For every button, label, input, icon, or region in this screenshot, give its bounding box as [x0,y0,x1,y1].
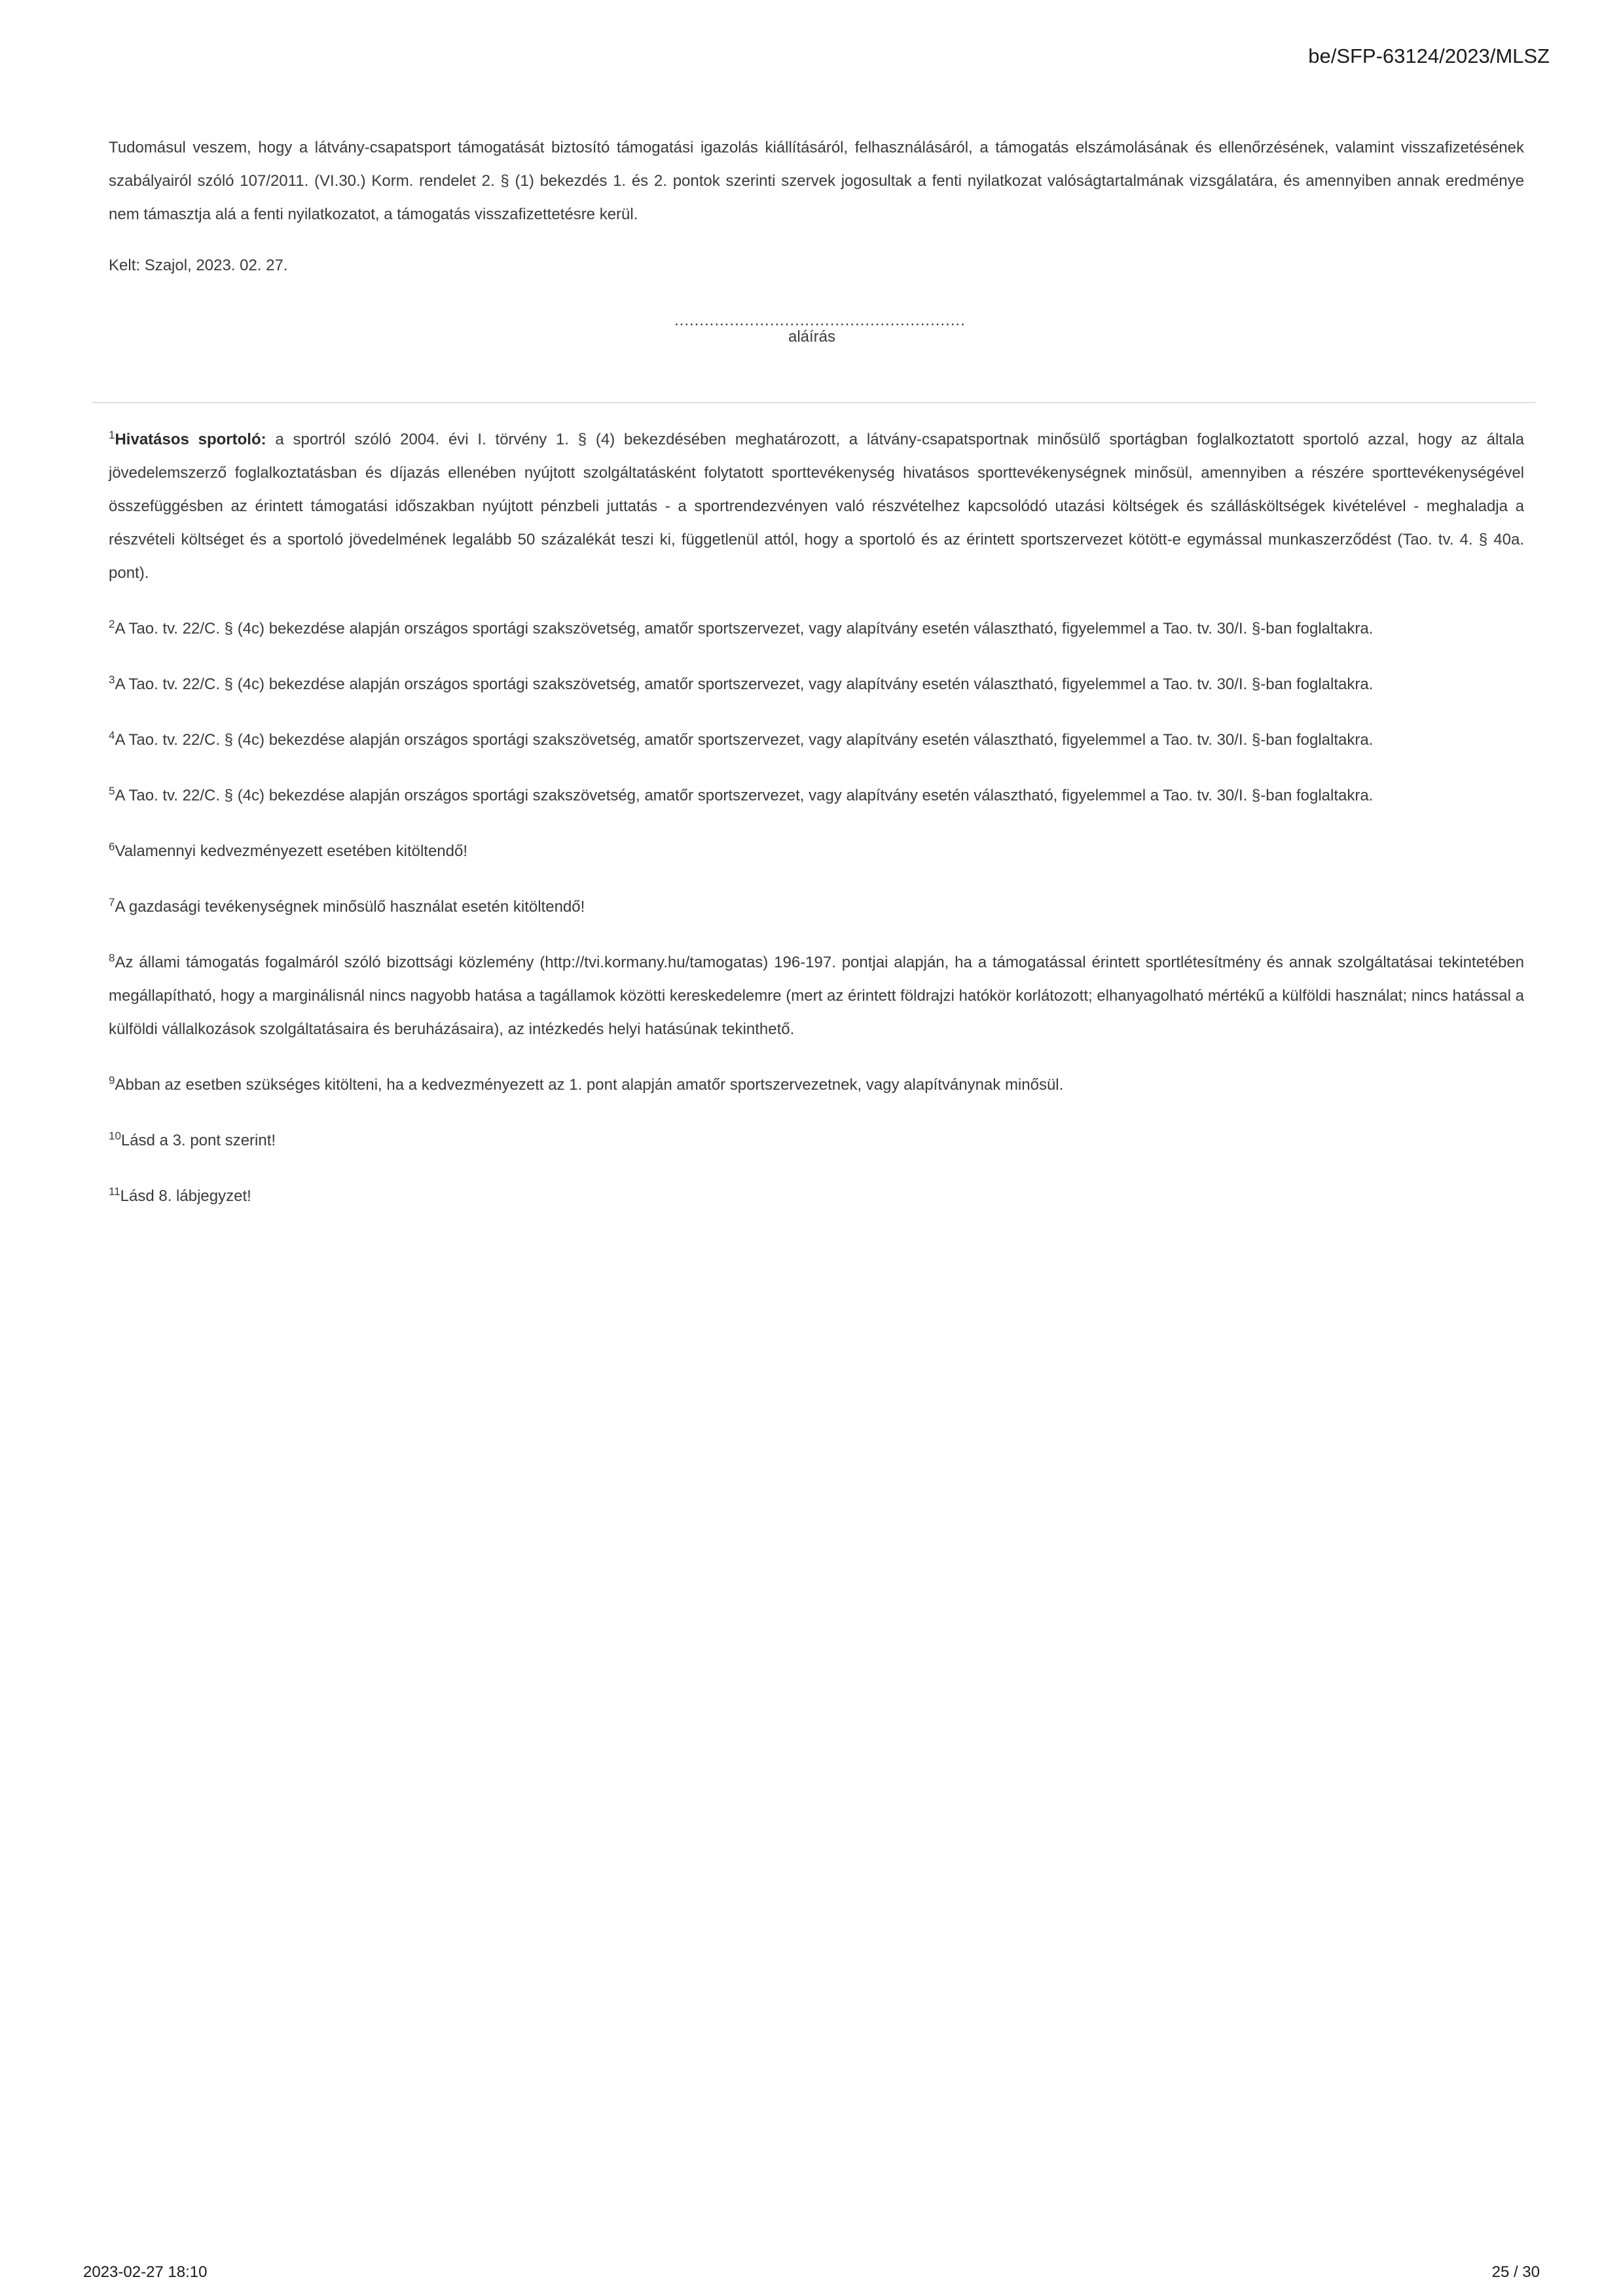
footnote-number: 3 [109,673,115,686]
footnote-number: 2 [109,618,115,630]
footnote-number: 4 [109,729,115,742]
declaration-section [109,131,1524,282]
footnote-text: A Tao. tv. 22/C. § (4c) bekezdése alapján országos sportági szakszövetség, amatőr sportszervezet, vagy alapítvány esetén választható, figyelemmel a Tao. tv. 30/I. §-ban foglaltakra. [115,620,1374,637]
footnote [109,946,1524,1046]
footnote-text: A Tao. tv. 22/C. § (4c) bekezdése alapján országos sportági szakszövetség, amatőr sportszervezet, vagy alapítvány esetén választható, figyelemmel a Tao. tv. 30/I. §-ban foglaltakra. [115,675,1374,693]
page-number: 25 / 30 [1491,2263,1540,2281]
footnote [109,612,1524,645]
footnote-number: 9 [109,1074,115,1086]
footnote-text: A Tao. tv. 22/C. § (4c) bekezdése alapján országos sportági szakszövetség, amatőr sportszervezet, vagy alapítvány esetén választható, figyelemmel a Tao. tv. 30/I. §-ban foglaltakra. [115,731,1374,749]
signature-block [674,312,966,347]
footnote [109,834,1524,868]
footnote [109,668,1524,701]
footnote-text: A gazdasági tevékenységnek minősülő használat esetén kitöltendő! [115,898,585,916]
signature-line: .......................................................... [674,312,966,329]
footnote-text: a sportról szóló 2004. évi I. törvény 1. § (4) bekezdésében meghatározott, a látvány-csapatsportnak minősülő sportágban foglalkoztatott sportoló azzal, hogy az általa jövedelemszerző foglalkoztatásban és díjazás ellenében nyújtott szolgáltatásként folytatott sporttevékenység hivatásos sporttevékenységnek minősül, amennyiben a részére sporttevékenységével összefüggésben az érintett támogatási időszakban nyújtott pénzbeli juttatás - a sportrendezvényen való részvételhez kapcsolódó utazási költségek és szállásköltségek kivételével - meghaladja a részvételi költséget és a sportoló jövedelmének legalább 50 százalékát teszi ki, függetlenül attól, hogy a sportoló és az érintett sportszervezet kötött-e egymással munkaszerződést (Tao. tv. 4. § 40a. pont). [109,431,1524,582]
footnote-text: Abban az esetben szükséges kitölteni, ha a kedvezményezett az 1. pont alapján amatőr sportszervezetnek, vagy alapítványnak minősül. [115,1076,1064,1094]
document-id: be/SFP-63124/2023/MLSZ [1308,45,1550,67]
footnote [109,890,1524,924]
signature-label: aláírás [788,328,836,346]
footnote-number: 8 [109,952,115,964]
declaration-text: Tudomásul veszem, hogy a látvány-csapatsport támogatását biztosító támogatási igazolás kiállításáról, felhasználásáról, a támogatás elszámolásának és ellenőrzésének, valamint visszafizetésének szabályairól szóló 107/2011. (VI.30.) Korm. rendelet 2. § (1) bekezdés 1. és 2. pontok szerinti szervek jogosultak a fenti nyilatkozat valóságtartalmának vizsgálatára, és amennyiben annak eredménye nem támasztja alá a fenti nyilatkozatot, a támogatás visszafizettetésre kerül. [109,139,1524,223]
footnote-number: 5 [109,785,115,797]
footnote-text: Lásd a 3. pont szerint! [120,1132,276,1149]
footnote-text: Lásd 8. lábjegyzet! [120,1187,251,1205]
footnote-text: Valamennyi kedvezményezett esetében kitöltendő! [115,842,468,860]
footnote-number: 6 [109,840,115,853]
footnote-number: 11 [109,1185,120,1198]
footnote [109,1068,1524,1102]
footnote-number: 10 [109,1130,121,1142]
footnote-number: 1 [109,429,115,441]
footnote-text: A Tao. tv. 22/C. § (4c) bekezdése alapján országos sportági szakszövetség, amatőr sportszervezet, vagy alapítvány esetén választható, figyelemmel a Tao. tv. 30/I. §-ban foglaltakra. [115,787,1374,804]
footnote-divider [92,402,1536,403]
dated-line: Kelt: Szajol, 2023. 02. 27. [109,257,288,274]
footnote-text: Az állami támogatás fogalmáról szóló bizottsági közlemény (http://tvi.kormany.hu/tamogatas) 196-197. pontjai alapján, ha a támogatással érintett sportlétesítmény és annak szolgáltatásai tekintetében megállapítható, hogy a marginálisnál nincs nagyobb hatása a tagállamok közötti kereskedelemre (mert az érintett földrajzi hatókör korlátozott; elhanyagolható mértékű a külföldi használat; nincs hatással a külföldi vállalkozások szolgáltatásaira és beruházásaira), az intézkedés helyi hatásúnak tekinthető. [109,954,1524,1038]
footnote [109,779,1524,812]
footer-timestamp: 2023-02-27 18:10 [83,2263,208,2281]
footnote [109,723,1524,757]
footnote [109,1124,1524,1157]
footnote-number: 7 [109,896,115,908]
footnote [109,423,1524,590]
footnotes-list [109,423,1524,1235]
footnote [109,1179,1524,1213]
footnote-term: Hivatásos sportoló: [115,431,266,448]
